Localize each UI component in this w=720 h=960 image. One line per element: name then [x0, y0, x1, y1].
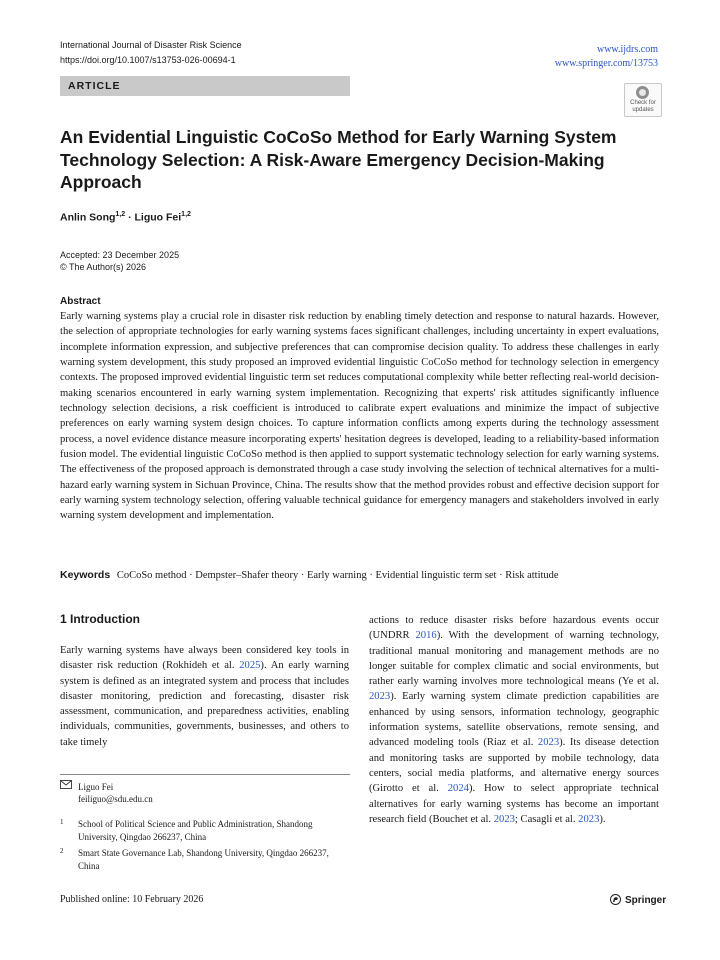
abstract-text: Early warning systems play a crucial role in disaster risk reduction by enabling timely detection and response to natural hazards. However, the selection of appropriate technologies for early warning systems faces significant challenges, including uncertainty in expert evaluations, incomplete information expression, and subjective preferences that can compromise decision quality. To address these challenges in early warning system development, this study proposed an improved evidential linguistic CoCoSo method for technology selection in emergency contexts. The proposed improved evidential linguistic term set reduces computational complexity while better reflecting real-world decision-making scenarios encountered in early warning system implementation. Recognizing that experts' risk attitudes significantly influence technology selection decisions, a risk coefficient is introduced to calibrate expert evaluations and minimize the impact of subjective preferences on early warning system design choices. To capture information conflicts among experts during the technology assessment process, a novel evidence distance measure incorporating experts' hesitation degrees is developed, leading to a reliability-based information fusion model. The evidential linguistic CoCoSo method is then applied to support systematic technology selection for early warning systems. The effectiveness of the proposed approach is demonstrated through a case study involving the selection of technical alternatives for a multi-hazard early warning system in Sichuan Province, China. The results show that the method provides robust and effective decision support for early warning system technology selection, offering valuable technical guidance for emergency managers and stakeholders involved in early warning system development and implementation.: [60, 311, 659, 522]
springer-horse-icon: [610, 894, 621, 905]
body-text: ).: [599, 813, 606, 825]
keywords-text: CoCoSo method · Dempster–Shafer theory · Early warning · Evidential linguistic term set · Risk attitude: [116, 570, 559, 581]
crossmark-label: Check for updates: [630, 100, 656, 113]
body-text: ). With the development of warning technology, traditional manual monitoring and management methods are no longer suitable for complex climatic and social environments, but rather early warning involves more technological means (Ye et al.: [369, 630, 659, 688]
copyright-notice: © The Author(s) 2026: [60, 262, 147, 272]
body-text: ; Casagli et al.: [514, 813, 579, 825]
accepted-date: Accepted: 23 December 2025: [60, 250, 180, 260]
affiliation-2: Smart State Governance Lab, Shandong University, Qingdao 266237, China: [78, 848, 329, 871]
affiliation-1: School of Political Science and Public Administration, Shandong University, Qingdao 266237, China: [78, 819, 313, 842]
body-text: actions to reduce disaster risks before hazardous events occur (UNDRR: [369, 615, 659, 642]
publisher-logo: [610, 894, 666, 906]
journal-name: International Journal of Disaster Risk Science: [60, 40, 242, 50]
author-affiliation-mark: 1,2: [115, 211, 126, 218]
check-for-updates-badge[interactable]: [624, 83, 662, 117]
body-text: ). Its disease detection and monitoring tasks are supported by mobile technology, data centers, social media platforms, and alternative energy sources (Girotto et al.: [369, 737, 660, 795]
paper-title: An Evidential Linguistic CoCoSo Method for Early Warning System Technology Selection: A Risk-Aware Emergency Decision-Making Approach: [60, 127, 617, 192]
published-online-date: Published online: 10 February 2026: [60, 894, 204, 905]
author-affiliation-mark: 1,2: [181, 211, 191, 218]
section-heading-introduction: 1 Introduction: [60, 612, 140, 626]
intro-column-right: [369, 613, 659, 827]
citation-link[interactable]: 2024: [447, 783, 469, 795]
abstract-heading: Abstract: [60, 296, 101, 307]
citation-link[interactable]: 2023: [369, 691, 391, 703]
author-list: [60, 211, 191, 224]
intro-column-left: [60, 643, 349, 750]
body-text: ). An early warning system is defined as an integrated system and process that includes disaster monitoring, prediction and forecasting, disaster risk assessment, communication, and preparedness activities, enabling individuals, communities, governments, businesses, and others to take timely: [60, 660, 350, 748]
body-text: Early warning systems have always been considered key tools in disaster risk reduction (Rokhideh et al.: [60, 645, 349, 672]
keywords-line: [60, 569, 659, 581]
keywords-label: Keywords: [60, 569, 111, 581]
affiliation-number: 2: [60, 847, 64, 855]
springer-url-link[interactable]: www.springer.com/13753: [554, 58, 658, 69]
affiliation-number: 1: [60, 818, 64, 826]
citation-link[interactable]: 2025: [239, 660, 261, 672]
citation-link[interactable]: 2023: [493, 813, 515, 825]
corresponding-author-name: Liguo Fei: [78, 782, 114, 792]
citation-link[interactable]: 2023: [537, 737, 560, 749]
crossmark-icon: [636, 86, 649, 99]
footnote-divider: [60, 774, 350, 775]
citation-link[interactable]: 2016: [415, 630, 437, 642]
author-name[interactable]: Anlin Song: [60, 211, 116, 224]
doi-link[interactable]: https://doi.org/10.1007/s13753-026-00694-1: [60, 55, 236, 65]
body-text: ). Early warning system climate prediction capabilities are enhanced by using sensors, information technology, geographic information systems, satellite observations, remote sensing, and advanced modeling tools (Riaz et al.: [369, 691, 659, 749]
author-name[interactable]: Liguo Fei: [134, 211, 182, 224]
corresponding-author-email[interactable]: feiliguo@sdu.edu.cn: [78, 794, 153, 804]
author-separator: ·: [125, 211, 135, 224]
body-text: ). How to select appropriate technical alternatives for early warning systems has become an important research field (Bouchet et al.: [369, 783, 659, 825]
envelope-icon: [60, 780, 72, 789]
journal-url-link[interactable]: www.ijdrs.com: [596, 44, 658, 55]
citation-link[interactable]: 2023: [578, 813, 600, 825]
article-type-label: ARTICLE: [68, 80, 121, 92]
publisher-name: Springer: [625, 895, 667, 906]
